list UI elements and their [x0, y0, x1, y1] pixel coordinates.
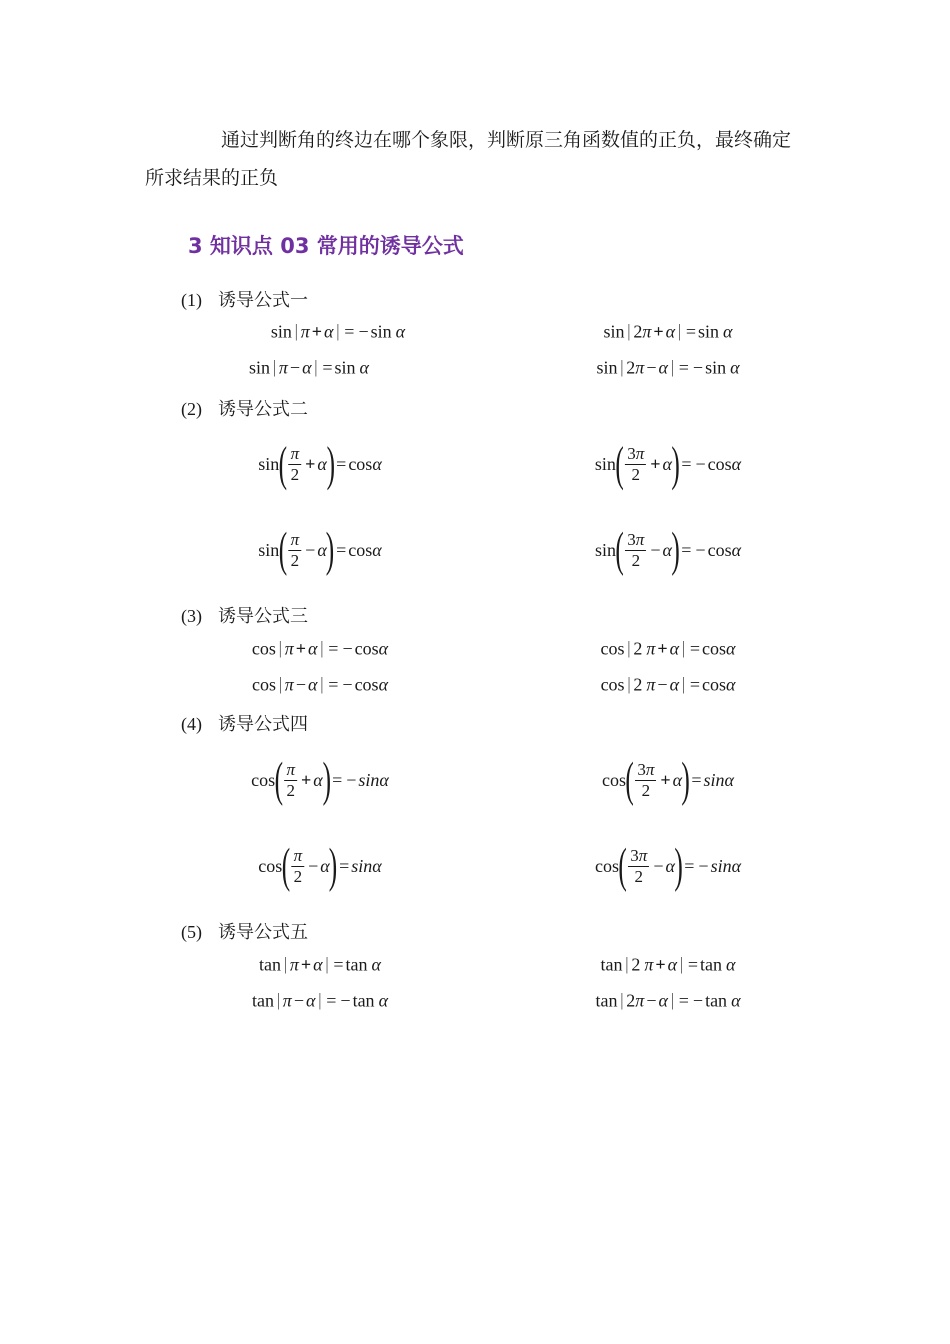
intro-paragraph — [145, 122, 810, 198]
formula-tan-pi-minus-alpha: tan | π − α | = − tan α — [251, 990, 389, 1011]
formula-cos-half-pi-minus-alpha: cos ( $\frac{\pi}{2}$ − α ) = sinα — [258, 838, 382, 893]
formula-sin-2pi-plus-alpha: sin | 2 π + α | = sin α — [603, 321, 733, 342]
section-title: 3 知识点 03 常用的诱导公式 — [188, 234, 464, 258]
formula-cos-pi-plus-alpha: cos | π + α | = − cos α — [251, 638, 389, 659]
formula-group-3-heading: (3) 诱导公式三 — [181, 606, 308, 626]
formula-tan-2pi-plus-alpha: tan | 2 π + α | = tan α — [600, 954, 736, 975]
intro-line-2: 所求结果的正负 — [145, 168, 279, 189]
formula-cos-3half-pi-minus-alpha: cos ( $\frac{3\pi}{2}$ − α ) = − sinα — [594, 838, 742, 893]
formula-cos-2pi-plus-alpha: cos | 2 π + α | = cos α — [600, 638, 736, 659]
formula-sin-pi-plus-alpha: sin | π + α | = − sin α — [270, 321, 406, 342]
formula-sin-2pi-minus-alpha: sin | 2 π − α | = − sin α — [596, 357, 740, 378]
formula-cos-pi-minus-alpha: cos | π − α | = − cos α — [251, 674, 389, 695]
formula-sin-3half-pi-plus-alpha: sin ( $\frac{3\pi}{2}$ + α ) = − cos α — [594, 436, 742, 491]
formula-group-2-heading: (2) 诱导公式二 — [181, 399, 308, 419]
intro-line-1: 通过判断角的终边在哪个象限，判断原三角函数值的正负，最终确定 — [221, 130, 792, 151]
formula-cos-half-pi-plus-alpha: cos ( $\frac{\pi}{2}$ + α ) = − sinα — [251, 752, 389, 807]
formula-group-5-heading: (5) 诱导公式五 — [181, 922, 308, 942]
formula-cos-2pi-minus-alpha: cos | 2 π − α | = cos α — [600, 674, 736, 695]
formula-tan-pi-plus-alpha: tan | π + α | = tan α — [259, 954, 381, 975]
formula-tan-2pi-minus-alpha: tan | 2 π − α | = − tan α — [595, 990, 741, 1011]
formula-cos-3half-pi-plus-alpha: cos ( $\frac{3\pi}{2}$ + α ) = sinα — [601, 752, 735, 807]
formula-sin-half-pi-plus-alpha: sin ( $\frac{\pi}{2}$ + α ) = cos α — [258, 436, 382, 491]
formula-sin-half-pi-minus-alpha: sin ( $\frac{\pi}{2}$ − α ) = cos α — [258, 522, 382, 577]
formula-group-1-heading: (1) 诱导公式一 — [181, 290, 308, 310]
formula-group-4-heading: (4) 诱导公式四 — [181, 714, 308, 734]
formula-sin-pi-minus-alpha: sin | π − α | = sin α — [249, 357, 369, 378]
formula-sin-3half-pi-minus-alpha: sin ( $\frac{3\pi}{2}$ − α ) = − cos α — [594, 522, 742, 577]
